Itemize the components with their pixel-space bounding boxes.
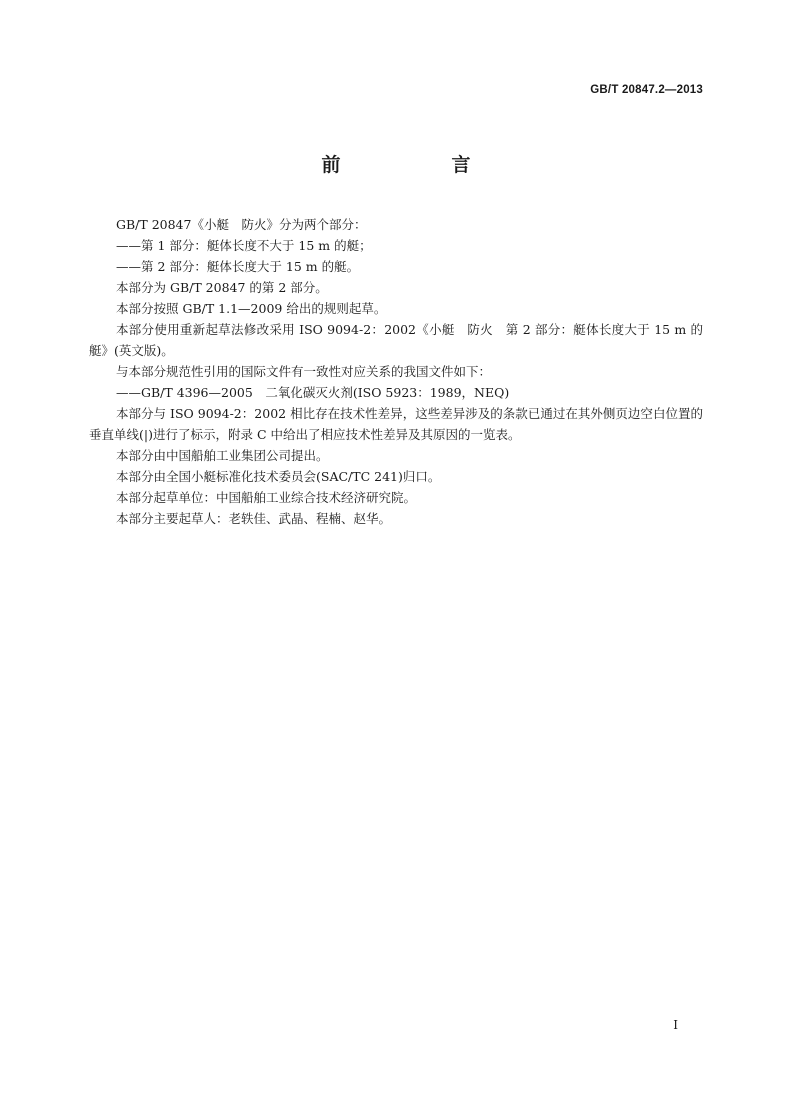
- page-number: I: [673, 1018, 678, 1032]
- paragraph: 本部分由中国船舶工业集团公司提出。: [116, 448, 329, 463]
- paragraph: 本部分使用重新起草法修改采用 ISO 9094-2：2002《小艇 防火 第 2 部分：艇体长度大于 15 m 的艇》(英文版)。: [89, 322, 703, 358]
- paragraph: ——第 1 部分：艇体长度不大于 15 m 的艇；: [116, 238, 372, 253]
- paragraph: 与本部分规范性引用的国际文件有一致性对应关系的我国文件如下：: [116, 364, 492, 379]
- paragraph: ——GB/T 4396—2005 二氧化碳灭火剂(ISO 5923：1989，NEQ): [116, 385, 510, 400]
- paragraph: 本部分为 GB/T 20847 的第 2 部分。: [116, 280, 328, 295]
- paragraph: 本部分起草单位：中国船舶工业综合技术经济研究院。: [116, 490, 417, 505]
- paragraph: 本部分由全国小艇标准化技术委员会(SAC/TC 241)归口。: [116, 469, 441, 484]
- paragraph: 本部分按照 GB/T 1.1—2009 给出的规则起草。: [116, 301, 387, 316]
- standard-number: GB/T 20847.2—2013: [590, 84, 703, 96]
- page-title: 前 言: [321, 154, 517, 176]
- paragraph: GB/T 20847《小艇 防火》分为两个部分：: [116, 217, 367, 232]
- paragraph: ——第 2 部分：艇体长度大于 15 m 的艇。: [116, 259, 360, 274]
- paragraph: 本部分主要起草人：老轶佳、武晶、程楠、赵华。: [116, 511, 392, 526]
- foreword-content: [89, 214, 703, 529]
- paragraph: 本部分与 ISO 9094-2：2002 相比存在技术性差异，这些差异涉及的条款已通过在其外侧页边空白位置的垂直单线(|)进行了标示，附录 C 中给出了相应技术性差异及其原因的一览表。: [89, 406, 703, 442]
